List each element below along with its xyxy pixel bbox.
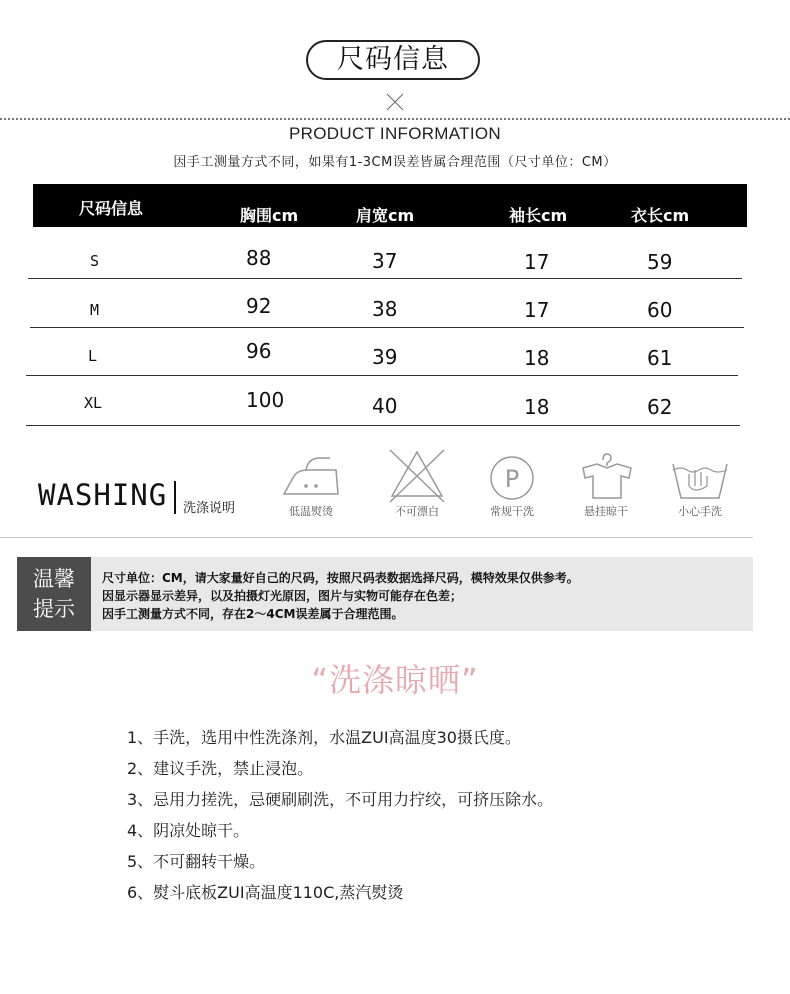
cell-shoulder: 40: [372, 394, 398, 418]
close-icon: [386, 93, 404, 111]
care-item: 4、阴凉处晾干。: [127, 821, 250, 840]
cell-size: XL: [84, 394, 103, 412]
section-divider: [0, 537, 753, 538]
page-title: 尺码信息: [306, 40, 480, 80]
hang-dry-label: 悬挂晾干: [584, 505, 628, 518]
cell-sleeve: 18: [524, 346, 550, 370]
column-header-length: 衣长cm: [631, 206, 690, 225]
washing-label: WASHING: [38, 478, 168, 512]
washing-divider: [174, 481, 176, 514]
column-header-size: 尺码信息: [79, 199, 144, 218]
cell-shoulder: 38: [372, 297, 398, 321]
measurement-note: 因手工测量方式不同，如果有1-3CM误差皆属合理范围（尺寸单位：CM）: [173, 155, 617, 170]
column-header-sleeve: 袖长cm: [509, 206, 568, 225]
no-bleach-icon: [382, 446, 452, 508]
care-title: “洗涤晾晒”: [311, 661, 479, 699]
cell-chest: 92: [246, 294, 272, 318]
cell-sleeve: 17: [524, 250, 550, 274]
cell-length: 61: [647, 346, 673, 370]
cell-size: S: [90, 252, 100, 270]
care-item: 1、手洗，选用中性洗涤剂，水温ZUI高温度30摄氏度。: [127, 728, 521, 747]
tip-line: 因显示器显示差异，以及拍摄灯光原因，图片与实物可能存在色差；: [102, 589, 463, 603]
cell-shoulder: 39: [372, 345, 398, 369]
cell-chest: 96: [246, 339, 272, 363]
table-header: [33, 184, 747, 227]
column-header-chest: 胸围cm: [240, 206, 299, 225]
cell-sleeve: 18: [524, 395, 550, 419]
table-row: [30, 279, 744, 328]
cell-size: M: [90, 301, 100, 319]
cell-length: 59: [647, 250, 673, 274]
tips-label-line2: 提示: [33, 597, 75, 621]
subtitle: PRODUCT INFORMATION: [289, 124, 501, 143]
cell-length: 62: [647, 395, 673, 419]
table-row: [26, 327, 738, 376]
cell-chest: 88: [246, 246, 272, 270]
svg-text:P: P: [504, 465, 520, 493]
table-row: [26, 377, 740, 426]
hang-dry-icon: [571, 446, 641, 508]
tip-line: 尺寸单位：CM，请大家量好自己的尺码，按照尺码表数据选择尺码，模特效果仅供参考。: [102, 571, 579, 585]
cell-length: 60: [647, 298, 673, 322]
no-bleach-label: 不可漂白: [395, 505, 439, 518]
cell-size: L: [88, 347, 98, 365]
low-temp-iron-label: 低温熨烫: [289, 505, 333, 518]
cell-chest: 100: [246, 388, 285, 412]
table-row: [28, 230, 742, 279]
care-item: 2、建议手洗，禁止浸泡。: [127, 759, 314, 778]
tips-label-line1: 温馨: [33, 567, 75, 591]
care-item: 6、熨斗底板ZUI高温度110C,蒸汽熨烫: [127, 883, 404, 902]
washing-label-cn: 洗涤说明: [183, 501, 236, 516]
cell-shoulder: 37: [372, 249, 398, 273]
tips-label: [17, 557, 91, 631]
care-item: 3、忌用力搓洗，忌硬刷刷洗，不可用力拧绞，可挤压除水。: [127, 790, 554, 809]
care-item: 5、不可翻转干燥。: [127, 852, 266, 871]
hand-wash-icon: [665, 446, 735, 508]
dotted-divider: [0, 118, 790, 120]
cell-sleeve: 17: [524, 298, 550, 322]
low-temp-iron-icon: [276, 446, 346, 508]
dry-clean-icon: [477, 446, 547, 508]
column-header-shoulder: 肩宽cm: [356, 206, 415, 225]
hand-wash-label: 小心手洗: [678, 505, 722, 518]
dry-clean-label: 常规干洗: [490, 505, 534, 518]
tip-line: 因手工测量方式不同，存在2～4CM误差属于合理范围。: [102, 607, 404, 621]
